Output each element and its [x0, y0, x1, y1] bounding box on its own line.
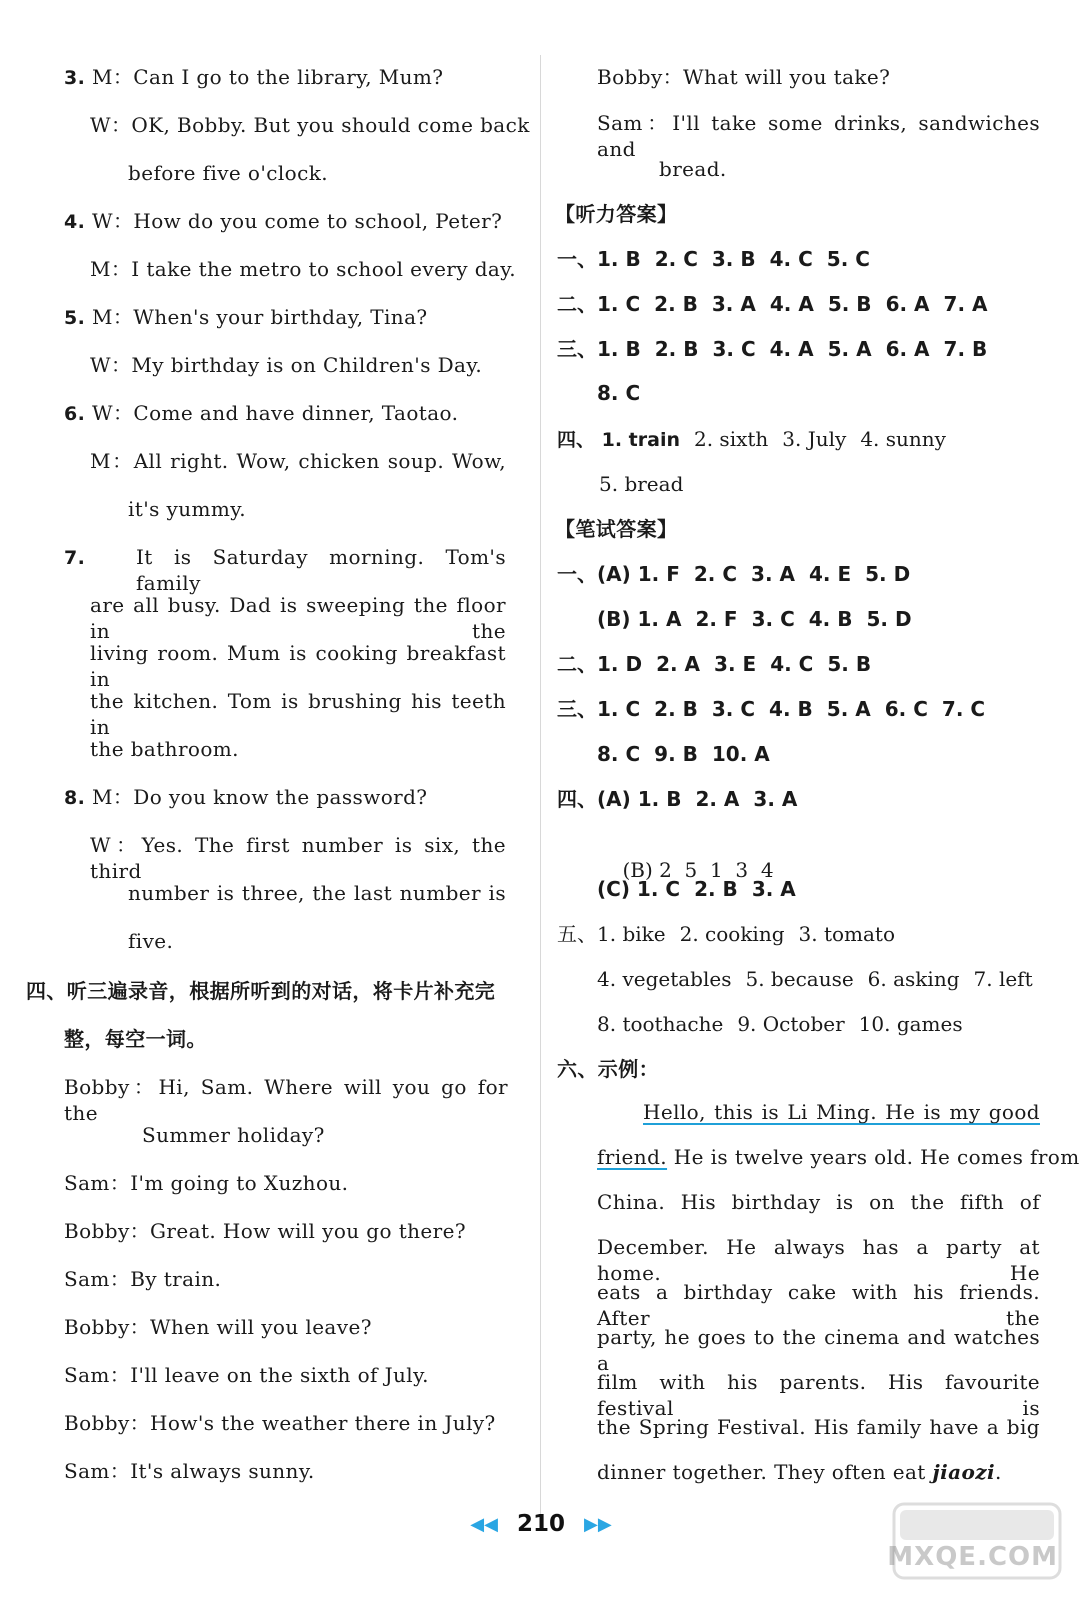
written-row-9: 五、1. bike 2. cooking 3. tomato — [557, 922, 895, 946]
dialog-line-4: Bobby：Great. How will you go there? — [64, 1219, 466, 1243]
item-8-line-2: W：Yes. The first number is six, the third — [90, 833, 506, 883]
listening-row-4: 8. C — [597, 381, 641, 405]
item-7-line-5: the bathroom. — [90, 737, 239, 761]
item-4-line-1: 4. W：How do you come to school, Peter? — [64, 209, 503, 233]
listening-row-5: 四、 1. train 2. sixth 3. July 4. sunny — [557, 427, 946, 451]
section-4-title-line-1: 四、听三遍录音，根据所听到的对话，将卡片补充完 — [26, 979, 496, 1003]
essay-line-6: party, he goes to the cinema and watches a — [597, 1325, 1040, 1375]
essay-line-8: the Spring Festival. His family have a big — [597, 1415, 1040, 1439]
page-number: 210 — [516, 1511, 565, 1537]
item-7-line-3: living room. Mum is cooking breakfast in — [90, 641, 506, 691]
column-divider — [540, 55, 541, 1525]
item-8-line-1: 8. M：Do you know the password? — [64, 785, 428, 809]
right-dialog-line-3: bread. — [659, 157, 727, 181]
item-8-line-3: number is three, the last number is — [128, 881, 506, 905]
written-row-2: (B) 1. A 2. F 3. C 4. B 5. D — [597, 607, 912, 631]
item-6-line-3: it's yummy. — [128, 497, 247, 521]
watermark-text: MXQE.COM — [887, 1542, 1058, 1572]
dialog-line-8: Bobby：How's the weather there in July? — [64, 1411, 496, 1435]
item-3-line-3: before five o'clock. — [128, 161, 328, 185]
dialog-line-7: Sam：I'll leave on the sixth of July. — [64, 1363, 429, 1387]
written-row-6: 四、(A) 1. B 2. A 3. A — [557, 787, 798, 811]
item-5-line-2: W：My birthday is on Children's Day. — [90, 353, 483, 377]
item-7-number: 7. — [64, 547, 86, 569]
listening-row-1: 一、1. B 2. C 3. B 4. C 5. C — [557, 247, 870, 271]
written-row-1: 一、(A) 1. F 2. C 3. A 4. E 5. D — [557, 562, 911, 586]
essay-line-9: dinner together. They often eat jiaozi. — [597, 1460, 1002, 1484]
double-right-triangle-icon: ▶▶ — [584, 1513, 612, 1535]
written-row-7: (B) 2 5 1 3 4 — [622, 858, 774, 882]
essay-line-5: eats a birthday cake with his friends. After the — [597, 1280, 1040, 1330]
listening-row-3: 三、1. B 2. B 3. C 4. A 5. A 6. A 7. B — [557, 337, 988, 361]
essay-line-1: Hello, this is Li Ming. He is my good — [643, 1100, 1040, 1124]
item-5-line-1: 5. M：When's your birthday, Tina? — [64, 305, 428, 329]
section-4-title-line-2: 整，每空一词。 — [64, 1027, 207, 1051]
dialog-line-5: Sam：By train. — [64, 1267, 222, 1291]
item-6-line-1: 6. W：Come and have dinner, Taotao. — [64, 401, 459, 425]
essay-line-3: China. His birthday is on the fifth of — [597, 1190, 1040, 1214]
item-8-line-4: five. — [128, 929, 174, 953]
dialog-line-6: Bobby：When will you leave? — [64, 1315, 372, 1339]
dialog-line-1: Bobby：Hi, Sam. Where will you go for the — [64, 1075, 508, 1125]
written-row-5: 8. C 9. B 10. A — [597, 742, 770, 766]
item-4-line-2: M：I take the metro to school every day. — [90, 257, 517, 281]
dialog-line-3: Sam：I'm going to Xuzhou. — [64, 1171, 349, 1195]
listening-row-2: 二、1. C 2. B 3. A 4. A 5. B 6. A 7. A — [557, 292, 988, 316]
right-dialog-line-2: Sam：I'll take some drinks, sandwiches and — [597, 111, 1040, 161]
listening-row-6: 5. bread — [599, 472, 684, 496]
written-row-3: 二、1. D 2. A 3. E 4. C 5. B — [557, 652, 872, 676]
item-3-line-1: 3. M：Can I go to the library, Mum? — [64, 65, 444, 89]
listening-answers-header: 【听力答案】 — [555, 202, 678, 226]
written-row-11: 8. toothache 9. October 10. games — [597, 1012, 963, 1036]
example-label: 六、示例： — [557, 1057, 659, 1081]
double-left-triangle-icon: ◀◀ — [470, 1513, 498, 1535]
item-7-line-4: the kitchen. Tom is brushing his teeth in — [90, 689, 506, 739]
written-row-4: 三、1. C 2. B 3. C 4. B 5. A 6. C 7. C — [557, 697, 986, 721]
dialog-line-9: Sam：It's always sunny. — [64, 1459, 315, 1483]
item-3-line-2: W：OK, Bobby. But you should come back — [90, 113, 530, 137]
item-6-line-2: M：All right. Wow, chicken soup. Wow, — [90, 449, 506, 473]
item-7-line-1: It is Saturday morning. Tom's family — [136, 545, 506, 595]
essay-line-7: film with his parents. His favourite festival is — [597, 1370, 1040, 1420]
dialog-line-2: Summer holiday? — [142, 1123, 325, 1147]
written-row-10: 4. vegetables 5. because 6. asking 7. left — [597, 967, 1033, 991]
written-row-8: (C) 1. C 2. B 3. A — [597, 877, 796, 901]
item-7-line-2: are all busy. Dad is sweeping the floor in the — [90, 593, 506, 643]
right-dialog-line-1: Bobby：What will you take? — [597, 65, 891, 89]
essay-line-4: December. He always has a party at home. He — [597, 1235, 1040, 1285]
written-answers-header: 【笔试答案】 — [555, 517, 678, 541]
essay-line-2: friend. He is twelve years old. He comes from — [597, 1145, 1080, 1169]
